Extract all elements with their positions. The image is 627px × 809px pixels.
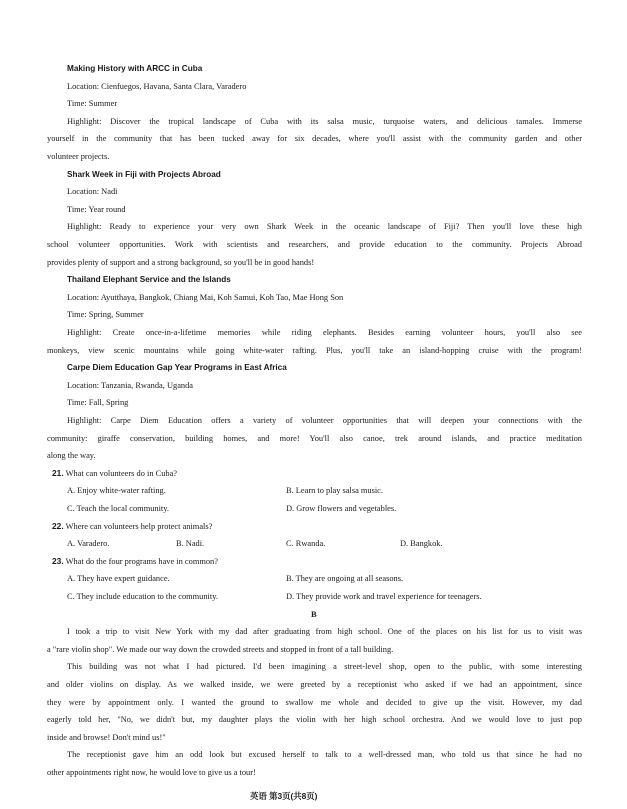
section-b-heading: B	[311, 609, 317, 619]
program-location-fiji: Location: Nadi	[67, 187, 118, 197]
option-23a[interactable]: A. They have expert guidance.	[67, 574, 170, 584]
question-text: What do the four programs have in common?	[65, 556, 218, 566]
program-highlight-east-africa-line1: Highlight: Carpe Diem Education offers a variety of volunteer opportunities that will deepen your connections with the	[67, 416, 582, 425]
program-highlight-fiji-line2: school volunteer opportunities. Work with scientists and researchers, and provide education to the community. Projects Abroad	[47, 240, 582, 249]
program-location-cuba: Location: Cienfuegos, Havana, Santa Clara, Varadero	[67, 81, 247, 91]
program-location-thailand: Location: Ayutthaya, Bangkok, Chiang Mai, Koh Samui, Koh Tao, Mae Hong Son	[67, 292, 344, 302]
option-22c[interactable]: C. Rwanda.	[286, 539, 326, 549]
program-time-fiji: Time: Year round	[67, 204, 126, 214]
program-title-east-africa: Carpe Diem Education Gap Year Programs in East Africa	[67, 363, 287, 373]
option-22b[interactable]: B. Nadi.	[176, 539, 205, 549]
question-number: 22.	[52, 520, 64, 531]
option-22d[interactable]: D. Bangkok.	[400, 539, 443, 549]
program-title-fiji: Shark Week in Fiji with Projects Abroad	[67, 169, 221, 179]
program-highlight-east-africa-line2: community: giraffe conservation, building homes, and more! You'll also canoe, trek around islands, and practice meditation	[47, 433, 582, 443]
program-location-east-africa: Location: Tanzania, Rwanda, Uganda	[67, 380, 193, 390]
passage-b-p1-line1: I took a trip to visit New York with my dad after graduating from high school. One of the places on his list for us to visit was	[67, 627, 582, 637]
option-21a[interactable]: A. Enjoy white-water rafting.	[67, 486, 166, 496]
program-highlight-cuba-line3: volunteer projects.	[47, 152, 110, 161]
passage-b-p2-line5: inside and browse! Don't mind us!"	[47, 732, 166, 742]
question-text: Where can volunteers help protect animals?	[65, 521, 213, 531]
program-title-cuba: Making History with ARCC in Cuba	[67, 64, 203, 73]
program-highlight-fiji-line3: provides plenty of support and a strong background, so you'll be in good hands!	[47, 257, 315, 267]
passage-b-p2-line2: and older violins on display. As we walked inside, we were greeted by a receptionist who asked if we had an appointment, since	[47, 680, 582, 689]
question-number: 21.	[52, 467, 64, 478]
passage-b-p3-line1: The receptionist gave him an odd look but excused herself to talk to a well-dressed man, who told us that since he had no	[67, 750, 582, 760]
program-title-thailand: Thailand Elephant Service and the Islands	[67, 275, 231, 285]
option-22a[interactable]: A. Varadero.	[67, 539, 110, 549]
question-21	[52, 465, 177, 482]
question-text: What can volunteers do in Cuba?	[65, 468, 178, 478]
program-highlight-thailand-line1: Highlight: Create once-in-a-lifetime memories while riding elephants. Besides earning volunteer hours, you'll also see	[67, 328, 582, 337]
option-21d[interactable]: D. Grow flowers and vegetables.	[286, 504, 397, 513]
option-23d[interactable]: D. They provide work and travel experience for teenagers.	[286, 592, 482, 601]
program-time-east-africa: Time: Fall, Spring	[67, 398, 129, 408]
program-time-thailand: Time: Spring, Summer	[67, 310, 144, 320]
question-23	[52, 553, 218, 570]
option-21c[interactable]: C. Teach the local community.	[67, 504, 169, 513]
page-footer: 英语 第3页(共8页)	[250, 790, 318, 801]
passage-b-p1-line2: a "rare violin shop". We made our way down the crowded streets and stopped in front of a tall building.	[47, 644, 394, 654]
passage-b-p2-line4: eagerly told her, "No, we didn't but, my daughter plays the violin with her high school orchestra. And we would love to just pop	[47, 715, 582, 725]
question-22	[52, 518, 212, 535]
passage-b-p2-line1: This building was not what I had pictured. I'd been imagining a street-level shop, open to the public, with some interesting	[67, 662, 582, 672]
question-number: 23.	[52, 555, 64, 566]
passage-b-p2-line3: they were by appointment only. I wanted the ground to swallow me whole and decided to give up the visit. However, my dad	[47, 697, 582, 707]
program-highlight-east-africa-line3: along the way.	[47, 451, 96, 461]
option-21b[interactable]: B. Learn to play salsa music.	[286, 486, 383, 496]
program-highlight-thailand-line2: monkeys, view scenic mountains while going white-water rafting. Plus, you'll take an island-hopping cruise with the program!	[47, 345, 582, 355]
option-23c[interactable]: C. They include education to the community.	[67, 592, 218, 601]
option-23b[interactable]: B. They are ongoing at all seasons.	[286, 574, 404, 584]
program-highlight-cuba-line1: Highlight: Discover the tropical landscape of Cuba with its salsa music, turquoise waters, and delicious tamales. Immerse	[67, 116, 582, 126]
program-highlight-cuba-line2: yourself in the community that has been tucked away for six decades, where you'll assist with the community garden and other	[47, 134, 582, 144]
program-highlight-fiji-line1: Highlight: Ready to experience your very own Shark Week in the oceanic landscape of Fiji? Then you'll love these high	[67, 222, 582, 232]
passage-b-p3-line2: other appointments right now, he would love to give us a tour!	[47, 768, 256, 777]
program-time-cuba: Time: Summer	[67, 99, 118, 109]
